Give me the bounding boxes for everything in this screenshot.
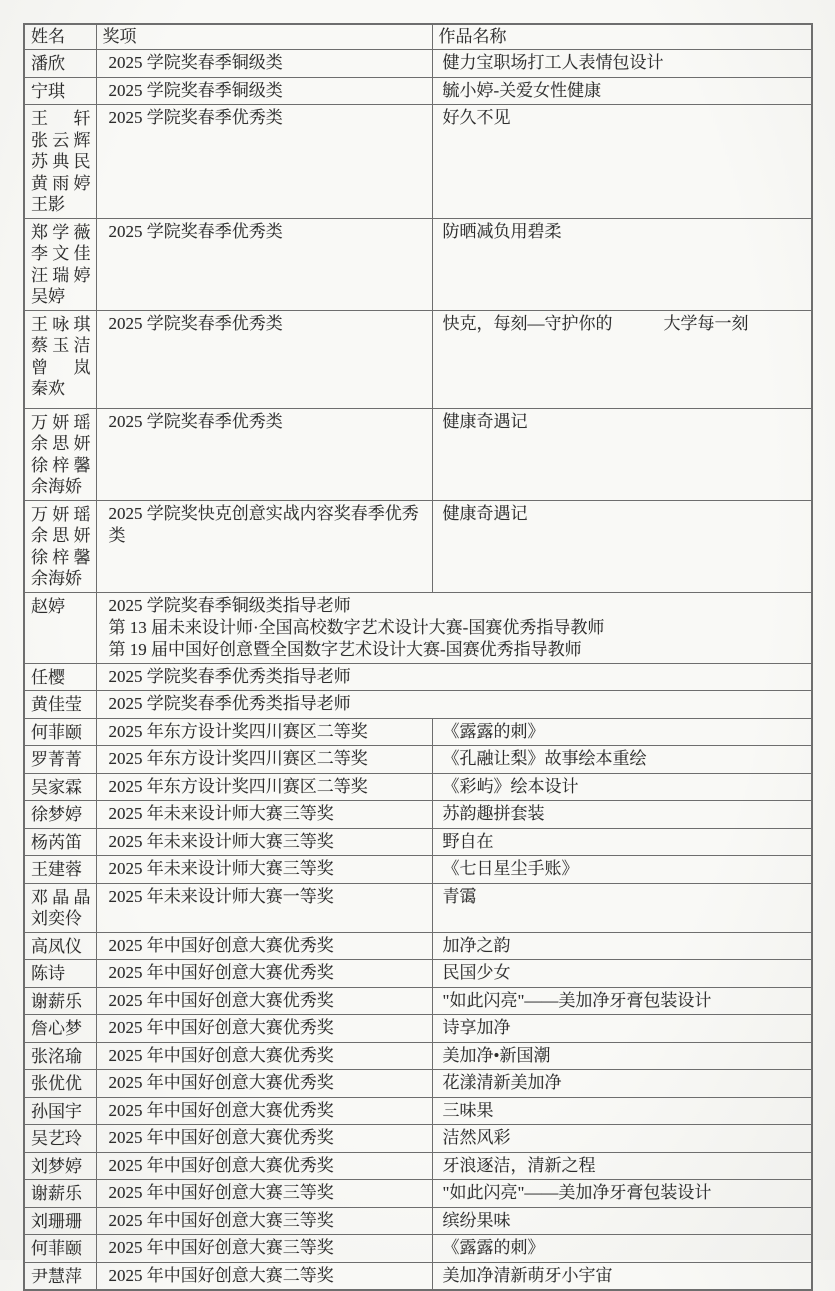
person-name: 何菲颐 — [31, 1239, 82, 1258]
work-cell: 民国少女 — [432, 960, 812, 988]
header-row — [24, 24, 812, 50]
person-name — [31, 335, 91, 357]
name-cell — [24, 773, 96, 801]
award-cell — [96, 500, 432, 592]
awards-table-photo — [23, 23, 811, 1291]
table-row — [24, 1235, 812, 1263]
name-cell — [24, 218, 96, 310]
person-name: 詹心梦 — [31, 1019, 82, 1038]
name-cell — [24, 1207, 96, 1235]
person-name-char: 妍 — [73, 526, 91, 545]
award-text: 2025 年中国好创意大赛三等奖 — [108, 1238, 334, 1257]
person-name-char: 余 — [31, 526, 48, 545]
person-name-char: 琪 — [73, 314, 91, 334]
person-name-char: 馨 — [73, 547, 91, 567]
work-cell: 美加净•新国潮 — [432, 1042, 812, 1070]
award-cell — [96, 1125, 432, 1153]
award-cell — [96, 1180, 432, 1208]
name-cell — [24, 1235, 96, 1263]
person-name: 杨芮笛 — [31, 832, 82, 852]
person-name: 刘珊珊 — [31, 1211, 82, 1231]
name-cell — [24, 500, 96, 592]
name-cell — [24, 1097, 96, 1125]
person-name-char: 汪 — [31, 265, 48, 285]
person-name-char: 晶 — [73, 887, 91, 907]
person-name-char: 万 — [31, 412, 48, 432]
award-cell — [96, 856, 432, 884]
table-row — [24, 1097, 812, 1125]
award-cell — [96, 718, 432, 746]
person-name-char: 王 — [31, 314, 48, 334]
person-name — [31, 151, 91, 173]
work-cell: 加净之韵 — [432, 932, 812, 960]
person-name-char: 晶 — [52, 887, 70, 907]
award-cell — [96, 773, 432, 801]
column-header-name: 姓名 — [24, 24, 96, 50]
award-text: 2025 学院奖春季铜级类 — [108, 80, 283, 100]
award-text: 第 19 届中国好创意暨全国数字艺术设计大赛-国赛优秀指导教师 — [108, 639, 582, 659]
person-name: 吴艺玲 — [31, 1129, 82, 1148]
person-name: 尹慧萍 — [31, 1266, 82, 1286]
table-row — [24, 1125, 812, 1153]
person-name-char: 徐 — [31, 455, 48, 475]
award-cell — [96, 1015, 432, 1043]
person-name: 吴婷 — [31, 287, 65, 306]
award-cell — [96, 1070, 432, 1098]
person-name-char: 余 — [31, 434, 48, 453]
award-text: 2025 年东方设计奖四川赛区二等奖 — [108, 776, 368, 796]
person-name — [31, 504, 91, 526]
award-cell — [96, 663, 812, 691]
table-row — [24, 1262, 812, 1290]
award-cell — [96, 828, 432, 856]
person-name: 吴家霖 — [31, 777, 82, 797]
person-name-char: 邓 — [31, 887, 48, 907]
award-cell — [96, 408, 432, 500]
name-cell — [24, 105, 96, 219]
work-cell: 美加净清新萌牙小宇宙 — [432, 1262, 812, 1290]
award-cell — [96, 310, 432, 408]
person-name-char: 黄 — [31, 173, 48, 193]
person-name — [31, 108, 91, 130]
person-name-char: 典 — [52, 152, 70, 171]
person-name-char: 妍 — [73, 434, 91, 453]
award-text: 2025 学院奖春季优秀类 — [108, 313, 283, 333]
person-name — [31, 222, 91, 244]
award-text: 2025 年中国好创意大赛优秀奖 — [108, 1100, 334, 1120]
person-name — [31, 130, 91, 152]
person-name-char: 馨 — [73, 455, 91, 475]
column-header-work: 作品名称 — [432, 24, 812, 50]
table-row — [24, 932, 812, 960]
person-name-char: 瑞 — [52, 265, 70, 285]
award-text: 2025 年东方设计奖四川赛区二等奖 — [108, 721, 368, 741]
person-name-char: 思 — [52, 434, 70, 453]
person-name — [31, 173, 91, 195]
award-text: 2025 年中国好创意大赛优秀奖 — [108, 1018, 334, 1037]
award-text: 2025 年中国好创意大赛三等奖 — [108, 1183, 334, 1202]
person-name-char: 郑 — [31, 222, 48, 242]
person-name-char: 民 — [73, 152, 91, 171]
name-cell — [24, 592, 96, 663]
award-text: 2025 年中国好创意大赛优秀奖 — [108, 1073, 334, 1092]
name-cell — [24, 310, 96, 408]
award-text: 2025 学院奖春季优秀类 — [108, 221, 283, 241]
person-name: 谢薪乐 — [31, 1184, 82, 1203]
table-row — [24, 987, 812, 1015]
person-name-char: 王 — [31, 109, 48, 128]
award-cell — [96, 987, 432, 1015]
person-name: 黄佳莹 — [31, 695, 82, 714]
person-name-char: 徐 — [31, 547, 48, 567]
person-name: 任樱 — [31, 667, 65, 687]
work-cell: 青霭 — [432, 883, 812, 932]
person-name-char: 张 — [31, 130, 48, 150]
table-row — [24, 218, 812, 310]
work-cell: 《露露的刺》 — [432, 718, 812, 746]
person-name: 宁琪 — [31, 81, 65, 101]
person-name: 秦欢 — [31, 379, 65, 398]
table-row — [24, 1180, 812, 1208]
award-text: 2025 年未来设计师大赛一等奖 — [108, 886, 334, 906]
work-cell: 野自在 — [432, 828, 812, 856]
person-name: 余海娇 — [31, 569, 82, 588]
name-cell — [24, 801, 96, 829]
award-text: 2025 学院奖春季优秀类指导老师 — [108, 694, 351, 713]
table-row — [24, 801, 812, 829]
award-text: 2025 年未来设计师大赛三等奖 — [108, 831, 334, 851]
person-name-char: 岚 — [73, 357, 91, 377]
name-cell — [24, 1070, 96, 1098]
name-cell — [24, 1262, 96, 1290]
person-name — [31, 243, 91, 265]
award-cell — [96, 592, 812, 663]
person-name — [31, 547, 91, 569]
person-name-char: 万 — [31, 504, 48, 524]
work-cell: 《孔融让梨》故事绘本重绘 — [432, 746, 812, 774]
person-name: 高凤仪 — [31, 936, 82, 956]
table-row — [24, 718, 812, 746]
name-cell — [24, 1125, 96, 1153]
name-cell — [24, 883, 96, 932]
table-row — [24, 50, 812, 78]
award-text: 2025 年中国好创意大赛优秀奖 — [108, 1045, 334, 1065]
award-cell — [96, 691, 812, 719]
person-name: 何菲颐 — [31, 722, 82, 742]
person-name: 刘梦婷 — [31, 1156, 82, 1176]
work-cell: "如此闪亮"——美加净牙膏包装设计 — [432, 987, 812, 1015]
table-row — [24, 105, 812, 219]
award-cell — [96, 960, 432, 988]
person-name — [31, 357, 91, 379]
person-name-char: 苏 — [31, 152, 48, 171]
table-row — [24, 77, 812, 105]
award-cell — [96, 746, 432, 774]
name-cell — [24, 718, 96, 746]
person-name-char: 妍 — [52, 504, 70, 524]
table-row — [24, 1070, 812, 1098]
person-name — [31, 265, 91, 287]
person-name — [31, 433, 91, 455]
name-cell — [24, 1042, 96, 1070]
table-row — [24, 663, 812, 691]
table-row — [24, 310, 812, 408]
person-name-char: 雨 — [52, 173, 70, 193]
award-text: 2025 学院奖春季优秀类指导老师 — [108, 666, 351, 686]
name-cell — [24, 960, 96, 988]
work-cell: 《七日星尘手账》 — [432, 856, 812, 884]
person-name: 王影 — [31, 195, 65, 214]
person-name-char: 梓 — [52, 547, 70, 567]
person-name — [31, 314, 91, 336]
award-text: 第 13 届未来设计师·全国高校数字艺术设计大赛-国赛优秀指导教师 — [108, 617, 605, 637]
person-name-char: 轩 — [73, 109, 91, 128]
person-name-char: 李 — [31, 244, 48, 263]
award-cell — [96, 77, 432, 105]
award-text: 2025 学院奖春季优秀类 — [108, 108, 283, 127]
award-text: 2025 学院奖快克创意实战内容奖春季优秀类 — [108, 503, 419, 545]
name-cell — [24, 1015, 96, 1043]
award-cell — [96, 801, 432, 829]
work-cell: 三味果 — [432, 1097, 812, 1125]
name-cell — [24, 408, 96, 500]
work-cell: 健力宝职场打工人表情包设计 — [432, 50, 812, 78]
person-name-char: 文 — [52, 244, 70, 263]
person-name: 张优优 — [31, 1074, 82, 1093]
award-text: 2025 年中国好创意大赛三等奖 — [108, 1210, 334, 1230]
name-cell — [24, 77, 96, 105]
person-name-char: 婷 — [73, 265, 91, 285]
person-name-char: 思 — [52, 526, 70, 545]
award-text: 2025 年中国好创意大赛优秀奖 — [108, 1128, 334, 1147]
person-name: 张洺瑜 — [31, 1046, 82, 1066]
award-cell — [96, 883, 432, 932]
award-cell — [96, 1262, 432, 1290]
awards-table — [23, 23, 813, 1291]
person-name: 王建蓉 — [31, 860, 82, 879]
name-cell — [24, 746, 96, 774]
person-name-char: 婷 — [73, 173, 91, 193]
person-name-char: 辉 — [73, 130, 91, 150]
person-name-char: 咏 — [52, 314, 70, 334]
table-row — [24, 960, 812, 988]
table-row — [24, 408, 812, 500]
work-cell: 洁然风彩 — [432, 1125, 812, 1153]
person-name-char: 蔡 — [31, 336, 48, 355]
person-name: 赵婷 — [31, 596, 65, 616]
work-cell: 毓小婷-关爱女性健康 — [432, 77, 812, 105]
award-text: 2025 年未来设计师大赛三等奖 — [108, 859, 334, 878]
work-cell: 《彩屿》绘本设计 — [432, 773, 812, 801]
work-cell: 诗享加净 — [432, 1015, 812, 1043]
person-name: 孙国宇 — [31, 1101, 82, 1121]
award-cell — [96, 1152, 432, 1180]
table-row — [24, 500, 812, 592]
person-name-char: 薇 — [73, 222, 91, 242]
person-name — [31, 887, 91, 909]
table-row — [24, 1015, 812, 1043]
award-text: 2025 年东方设计奖四川赛区二等奖 — [108, 749, 368, 768]
table-row — [24, 691, 812, 719]
name-cell — [24, 987, 96, 1015]
person-name: 陈诗 — [31, 964, 65, 983]
award-text: 2025 年中国好创意大赛优秀奖 — [108, 990, 334, 1010]
name-cell — [24, 856, 96, 884]
award-text: 2025 学院奖春季优秀类 — [108, 411, 283, 431]
person-name-char: 佳 — [73, 244, 91, 263]
award-cell — [96, 1042, 432, 1070]
work-cell: "如此闪亮"——美加净牙膏包装设计 — [432, 1180, 812, 1208]
table-row — [24, 773, 812, 801]
award-text: 2025 年中国好创意大赛优秀奖 — [108, 1155, 334, 1175]
person-name — [31, 525, 91, 547]
person-name-char: 曾 — [31, 357, 48, 377]
name-cell — [24, 932, 96, 960]
name-cell — [24, 663, 96, 691]
table-row — [24, 828, 812, 856]
award-text: 2025 学院奖春季铜级类 — [108, 53, 283, 72]
award-cell — [96, 50, 432, 78]
work-cell: 健康奇遇记 — [432, 500, 812, 592]
person-name-char: 洁 — [73, 336, 91, 355]
table-body — [24, 50, 812, 1291]
name-cell — [24, 828, 96, 856]
work-cell: 《露露的刺》 — [432, 1235, 812, 1263]
person-name-char: 瑶 — [73, 504, 91, 524]
person-name-char: 瑶 — [73, 412, 91, 432]
work-cell: 苏韵趣拼套装 — [432, 801, 812, 829]
person-name: 罗菁菁 — [31, 750, 82, 769]
person-name: 余海娇 — [31, 477, 82, 496]
name-cell — [24, 50, 96, 78]
work-cell: 好久不见 — [432, 105, 812, 219]
person-name: 徐梦婷 — [31, 805, 82, 824]
award-text: 2025 年中国好创意大赛优秀奖 — [108, 935, 334, 955]
column-header-award: 奖项 — [96, 24, 432, 50]
name-cell — [24, 1180, 96, 1208]
table-row — [24, 883, 812, 932]
work-cell: 缤纷果味 — [432, 1207, 812, 1235]
award-cell — [96, 1207, 432, 1235]
award-text: 2025 年未来设计师大赛三等奖 — [108, 804, 334, 823]
person-name-char: 梓 — [52, 455, 70, 475]
award-text: 2025 学院奖春季铜级类指导老师 — [108, 595, 351, 615]
person-name-char: 云 — [52, 130, 70, 150]
table-row — [24, 1152, 812, 1180]
award-cell — [96, 932, 432, 960]
work-cell: 花漾清新美加净 — [432, 1070, 812, 1098]
table-row — [24, 856, 812, 884]
person-name-char: 学 — [52, 222, 70, 242]
work-cell: 快克，每刻—守护你的 大学每一刻 — [432, 310, 812, 408]
person-name-char: 玉 — [52, 336, 70, 355]
award-cell — [96, 218, 432, 310]
table-row — [24, 746, 812, 774]
award-text: 2025 年中国好创意大赛优秀奖 — [108, 963, 334, 982]
name-cell — [24, 1152, 96, 1180]
person-name: 刘奕伶 — [31, 909, 82, 928]
table-header — [24, 24, 812, 50]
person-name-char: 妍 — [52, 412, 70, 432]
name-cell — [24, 691, 96, 719]
person-name — [31, 412, 91, 434]
person-name: 谢薪乐 — [31, 991, 82, 1011]
table-row — [24, 1042, 812, 1070]
work-cell: 健康奇遇记 — [432, 408, 812, 500]
table-row — [24, 592, 812, 663]
work-cell: 牙浪逐洁，清新之程 — [432, 1152, 812, 1180]
person-name: 潘欣 — [31, 54, 65, 73]
award-text: 2025 年中国好创意大赛二等奖 — [108, 1265, 334, 1285]
person-name — [31, 455, 91, 477]
award-cell — [96, 1235, 432, 1263]
award-cell — [96, 105, 432, 219]
table-row — [24, 1207, 812, 1235]
award-cell — [96, 1097, 432, 1125]
work-cell: 防晒减负用碧柔 — [432, 218, 812, 310]
